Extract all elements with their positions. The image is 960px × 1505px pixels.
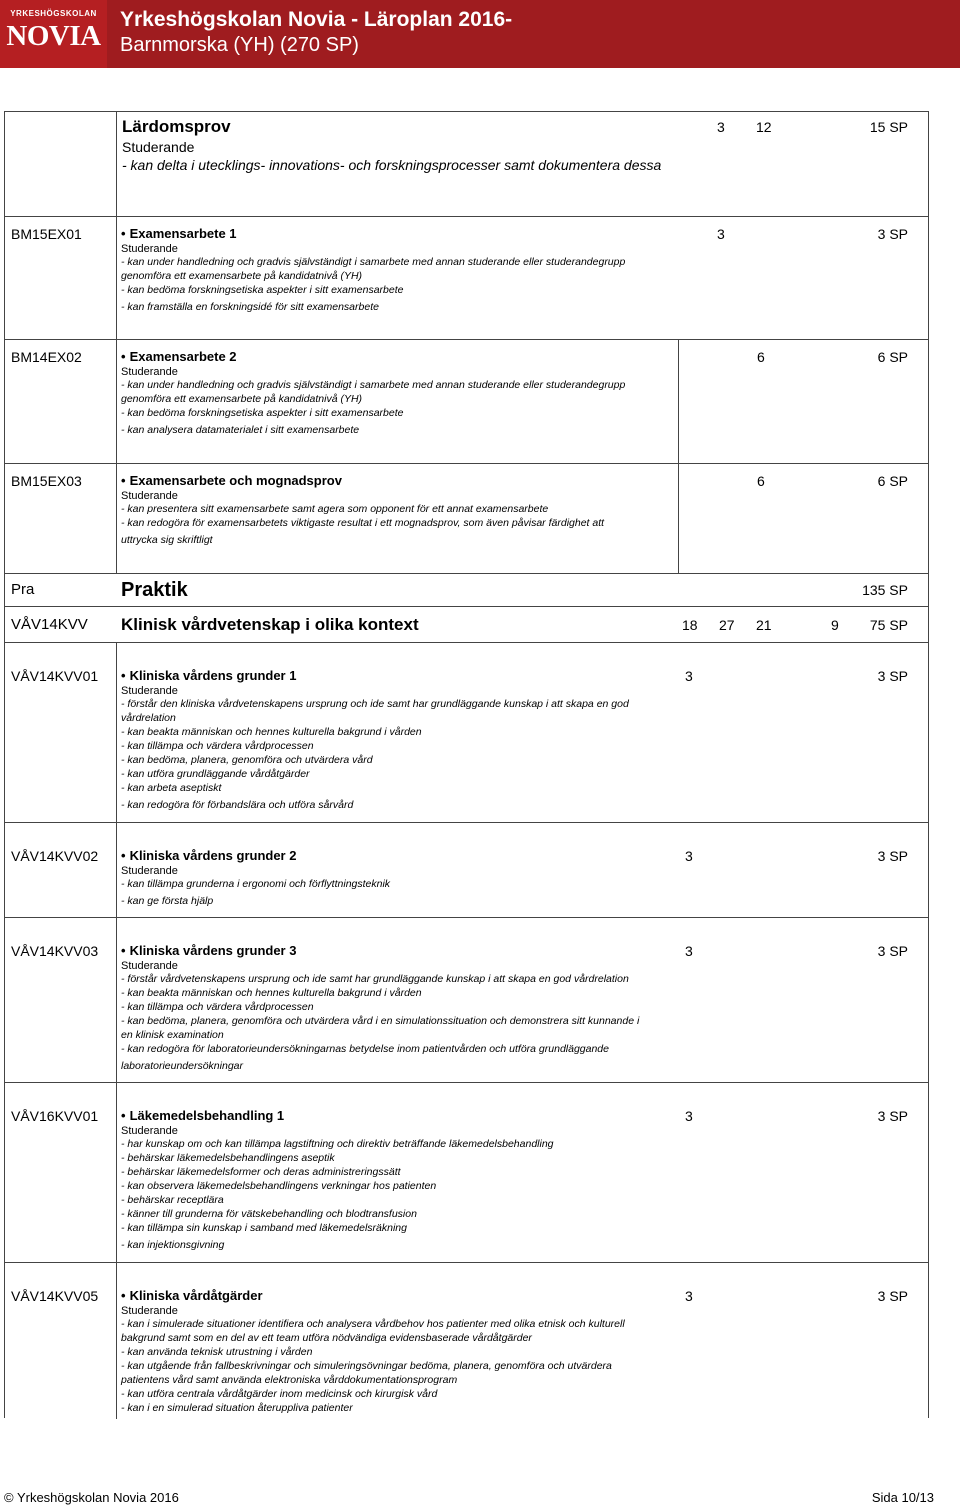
credit-total: 3 SP (877, 1108, 908, 1124)
section-title: Praktik (121, 579, 188, 601)
learning-outcome: - kan utföra centrala vårdåtgärder inom medicinsk och kirurgisk vård (121, 1388, 438, 1400)
credit-value: 3 (685, 943, 693, 959)
credit-value: 3 (717, 119, 725, 135)
credit-value: 3 (685, 1288, 693, 1304)
learning-outcome: - kan framställa en forskningsidé för sitt examensarbete (121, 301, 379, 313)
logo-top-text: YRKESHÖGSKOLAN (10, 9, 97, 18)
learning-outcome: - kan tillämpa och värdera vårdprocessen (121, 740, 314, 752)
studerande-label: Studerande (121, 1125, 178, 1137)
credit-total: 3 SP (877, 848, 908, 864)
learning-outcome: - kan bedöma forskningsetiska aspekter i sitt examensarbete (121, 407, 404, 419)
course-code: BM14EX02 (11, 349, 82, 365)
studerande-label: Studerande (121, 865, 178, 877)
learning-outcome: - kan under handledning och gradvis självständigt i samarbete med annan studerande eller studerandegrupp (121, 256, 626, 268)
document-subtitle: Barnmorska (YH) (270 SP) (120, 34, 359, 56)
studerande-label: Studerande (121, 960, 178, 972)
studerande-label: Studerande (121, 490, 178, 502)
studerande-label: Studerande (121, 243, 178, 255)
learning-outcome: - behärskar läkemedelsformer och deras administreringssätt (121, 1166, 401, 1178)
section-description: - kan delta i utecklings- innovations- och forskningsprocesser samt dokumentera dessa (122, 157, 662, 173)
credit-value: 6 (757, 473, 765, 489)
table-row (5, 217, 928, 340)
learning-outcome: - kan arbeta aseptiskt (121, 782, 222, 794)
learning-outcome: - kan tillämpa grunderna i ergonomi och förflyttningsteknik (121, 878, 391, 890)
course-code: BM15EX03 (11, 473, 82, 489)
course-title: • Kliniska vårdens grunder 2 (121, 848, 297, 863)
table-row (5, 574, 928, 607)
course-code: VÅV14KVV03 (11, 943, 99, 959)
table-row (5, 112, 928, 217)
learning-outcome: - kan utföra grundläggande vårdåtgärder (121, 768, 310, 780)
credit-value: 3 (685, 848, 693, 864)
studerande-label: Studerande (121, 685, 178, 697)
credit-value: 3 (685, 1108, 693, 1124)
studerande-label: Studerande (121, 366, 178, 378)
course-code: VÅV14KVV01 (11, 668, 99, 684)
section-code: Pra (11, 581, 35, 598)
learning-outcome: - kan utgående från fallbeskrivningar och simuleringsövningar bedöma, planera, genomföra och utvärdera (121, 1360, 612, 1372)
credit-value: 12 (756, 119, 772, 135)
learning-outcome: - kan analysera datamaterialet i sitt examensarbete (121, 424, 360, 436)
credit-value: 3 (685, 668, 693, 684)
learning-outcome: en klinisk examination (121, 1029, 224, 1041)
section-code: VÅV14KVV (11, 616, 88, 633)
learning-outcome: - kan bedöma, planera, genomföra och utvärdera vård (121, 754, 373, 766)
learning-outcome: - kan använda teknisk utrustning i vården (121, 1346, 313, 1358)
learning-outcome: bakgrund samt som en del av ett team utföra nödvändiga evidensbaserade vårdåtgärder (121, 1332, 532, 1344)
learning-outcome: - kan tillämpa och värdera vårdprocessen (121, 1001, 314, 1013)
learning-outcome: - kan i en simulerad situation återuppliva patienter (121, 1402, 353, 1414)
course-code: VÅV14KVV02 (11, 848, 99, 864)
credit-total: 135 SP (862, 582, 908, 598)
credit-total: 6 SP (877, 473, 908, 489)
learning-outcome: uttrycka sig skriftligt (121, 534, 213, 546)
novia-logo (0, 0, 107, 68)
credit-value: 9 (831, 617, 839, 633)
footer-page-number: Sida 10/13 (871, 1490, 934, 1505)
credit-total: 3 SP (877, 1288, 908, 1304)
learning-outcome: genomföra ett examensarbete på kandidatnivå (YH) (121, 393, 363, 405)
course-title: • Examensarbete och mognadsprov (121, 473, 342, 488)
course-title: • Kliniska vårdens grunder 3 (121, 943, 297, 958)
course-code: VÅV16KVV01 (11, 1108, 99, 1124)
table-row (5, 918, 928, 1083)
page-header (0, 0, 960, 68)
credit-total: 3 SP (877, 226, 908, 242)
curriculum-table (4, 111, 929, 1418)
learning-outcome: genomföra ett examensarbete på kandidatnivå (YH) (121, 270, 363, 282)
learning-outcome: - behärskar receptlära (121, 1194, 224, 1206)
learning-outcome: - känner till grunderna för vätskebehandling och blodtransfusion (121, 1208, 417, 1220)
course-title: • Kliniska vårdens grunder 1 (121, 668, 297, 683)
credit-value: 18 (682, 617, 698, 633)
learning-outcome: laboratorieundersökningar (121, 1060, 243, 1072)
learning-outcome: - kan observera läkemedelsbehandlingens verkningar hos patienten (121, 1180, 437, 1192)
credit-value: 3 (717, 226, 725, 242)
course-title: • Läkemedelsbehandling 1 (121, 1108, 285, 1123)
course-code: BM15EX01 (11, 226, 82, 242)
learning-outcome: - kan ge första hjälp (121, 895, 214, 907)
credit-total: 3 SP (877, 943, 908, 959)
course-code: VÅV14KVV05 (11, 1288, 99, 1304)
learning-outcome: - kan beakta människan och hennes kulturella bakgrund i vården (121, 987, 422, 999)
learning-outcome: - kan tillämpa sin kunskap i samband med läkemedelsräkning (121, 1222, 407, 1234)
learning-outcome: - kan i simulerade situationer identifiera och analysera vårdbehov hos patienter med olika etnisk och kulturell (121, 1318, 625, 1330)
document-title: Yrkeshögskolan Novia - Läroplan 2016- (120, 8, 513, 31)
studerande-label: Studerande (121, 1305, 178, 1317)
credit-total: 3 SP (877, 668, 908, 684)
learning-outcome: - förstår den kliniska vårdvetenskapens ursprung och ide samt har grundläggande kunskap i att skapa en god (121, 698, 629, 710)
credit-value: 21 (756, 617, 772, 633)
credit-total: 15 SP (869, 119, 908, 135)
learning-outcome: - kan redogöra för examensarbetets viktigaste resultat i ett mognadsprov, som även påvisar färdighet att (121, 517, 605, 529)
learning-outcome: - förstår vårdvetenskapens ursprung och ide samt har grundläggande kunskap i att skapa en god vårdrelation (121, 973, 629, 985)
footer-copyright: © Yrkeshögskolan Novia 2016 (4, 1490, 179, 1505)
table-row (5, 1263, 928, 1419)
table-row (5, 607, 928, 643)
credit-total: 6 SP (877, 349, 908, 365)
learning-outcome: - har kunskap om och kan tillämpa lagstiftning och direktiv beträffande läkemedelsbehandling (121, 1138, 554, 1150)
section-title: Klinisk vårdvetenskap i olika kontext (121, 615, 419, 634)
learning-outcome: - kan redogöra för laboratorieundersökningarnas betydelse inom patientvården och utföra grundläggande (121, 1043, 609, 1055)
learning-outcome: vårdrelation (121, 712, 176, 724)
credit-value: 6 (757, 349, 765, 365)
learning-outcome: - kan beakta människan och hennes kulturella bakgrund i vården (121, 726, 422, 738)
table-row (5, 464, 928, 574)
logo-main-text: NOVIA (6, 20, 101, 52)
table-row (5, 823, 928, 918)
table-row (5, 340, 928, 464)
table-row (5, 1083, 928, 1263)
section-title: Lärdomsprov (122, 117, 231, 136)
credit-value: 27 (719, 617, 735, 633)
course-title: • Kliniska vårdåtgärder (121, 1288, 263, 1303)
learning-outcome: - kan under handledning och gradvis självständigt i samarbete med annan studerande eller studerandegrupp (121, 379, 626, 391)
learning-outcome: - behärskar läkemedelsbehandlingens aseptik (121, 1152, 335, 1164)
learning-outcome: - kan redogöra för förbandslära och utföra sårvård (121, 799, 354, 811)
table-row (5, 643, 928, 823)
studerande-label: Studerande (122, 139, 195, 155)
learning-outcome: - kan presentera sitt examensarbete samt agera som opponent för ett annat examensarbete (121, 503, 549, 515)
credit-total: 75 SP (869, 617, 908, 633)
learning-outcome: patientens vård samt använda elektroniska vårddokumentationsprogram (121, 1374, 458, 1386)
learning-outcome: - kan bedöma, planera, genomföra och utvärdera vård i en simulationssituation och demonstrera sitt kunnande i (121, 1015, 640, 1027)
learning-outcome: - kan injektionsgivning (121, 1239, 225, 1251)
course-title: • Examensarbete 2 (121, 349, 237, 364)
course-title: • Examensarbete 1 (121, 226, 237, 241)
learning-outcome: - kan bedöma forskningsetiska aspekter i sitt examensarbete (121, 284, 404, 296)
